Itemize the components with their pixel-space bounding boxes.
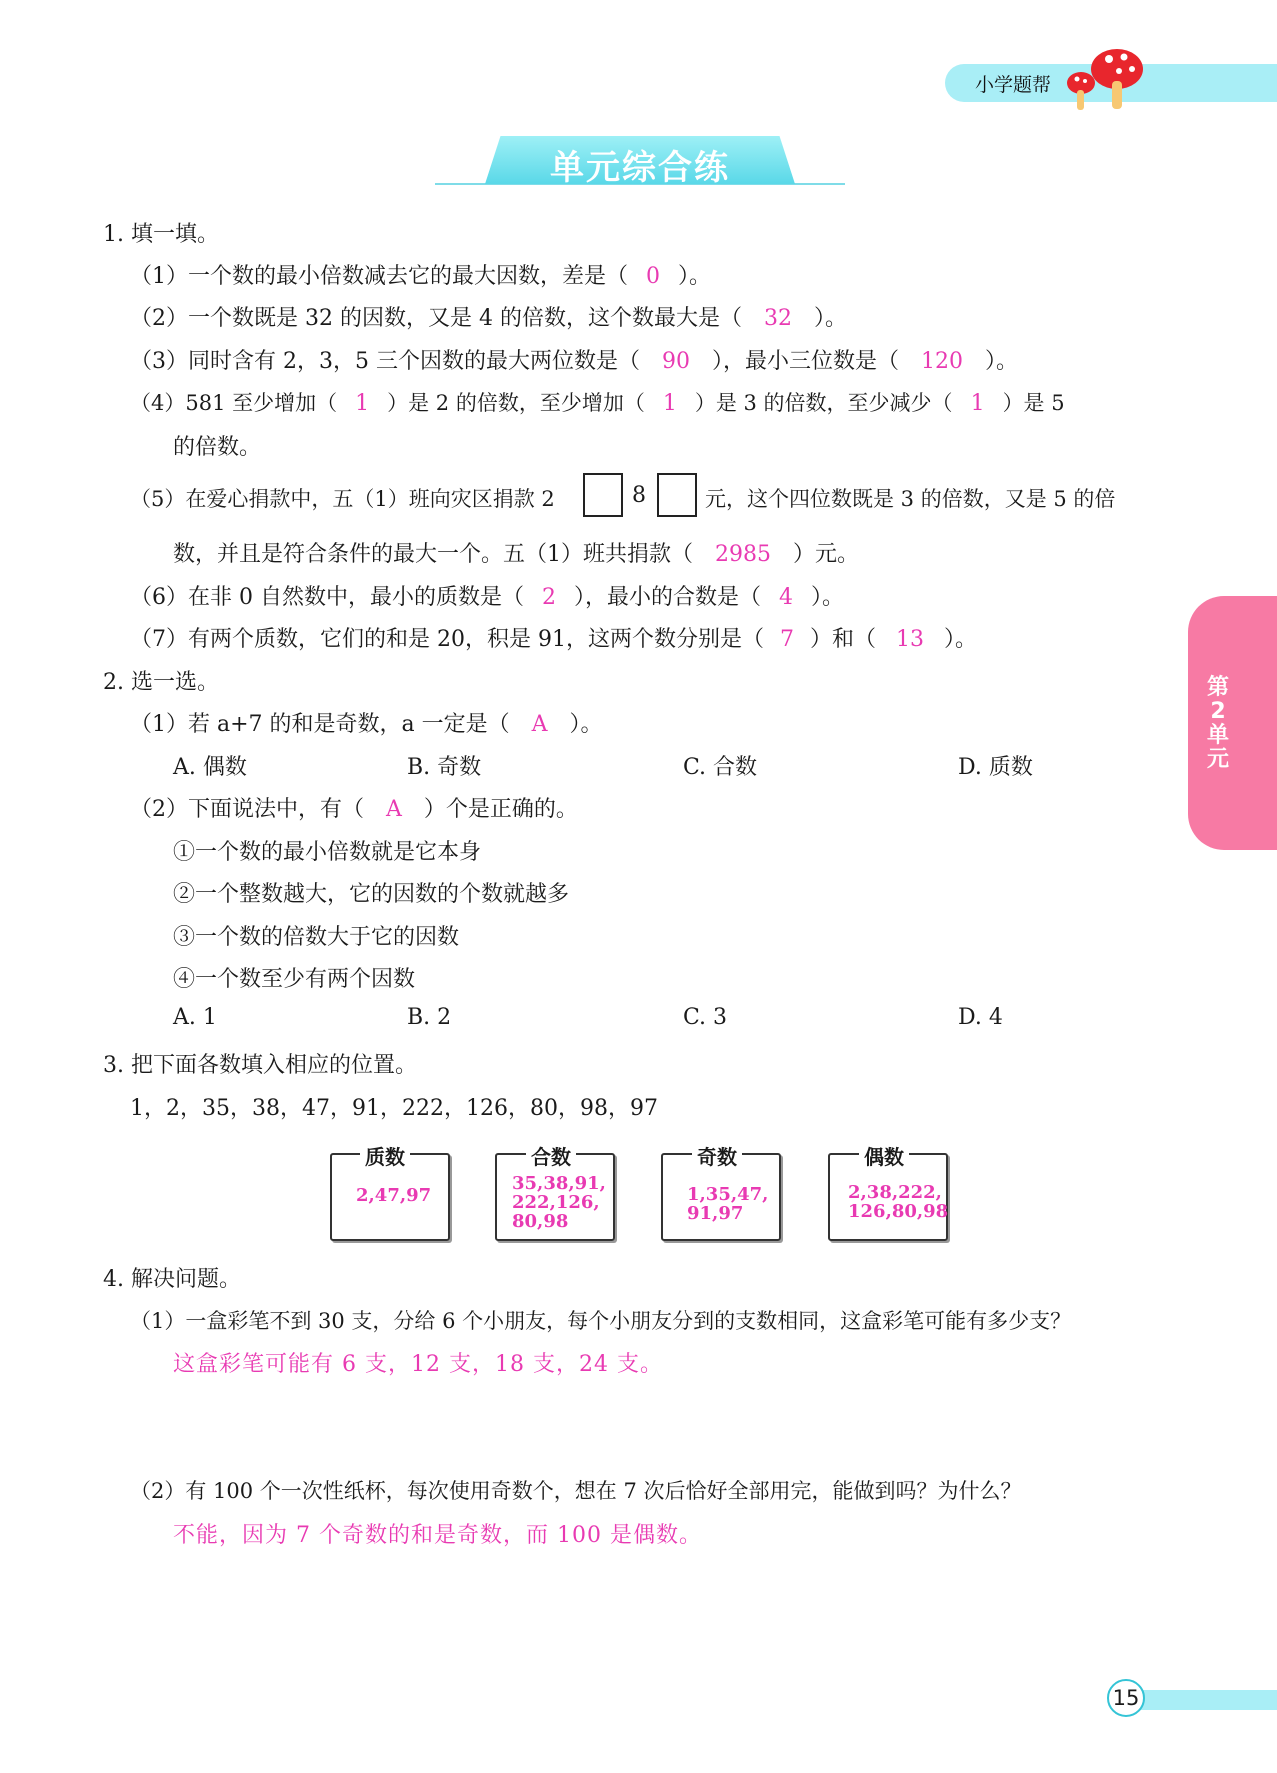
q1-item5-b: 元，这个四位数既是 3 的倍数，又是 5 的倍 [705, 487, 1116, 511]
q1-item6: （6）在非 0 自然数中，最小的质数是（ 2 ），最小的合数是（ 4 ）。 [130, 585, 845, 610]
q1-item2: （2）一个数既是 32 的因数，又是 4 的倍数，这个数最大是（ 32 ）。 [130, 306, 847, 331]
mushroom-icon [1062, 45, 1152, 115]
blank-square [583, 473, 623, 517]
q4-item2-question: （2）有 100 个一次性纸杯，每次使用奇数个，想在 7 次后恰好全部用完，能做到吗？为什么？ [130, 1479, 1022, 1503]
q2-statement: ③一个数的倍数大于它的因数 [173, 925, 460, 950]
q1-item4-cont: 的倍数。 [173, 435, 262, 460]
q2-item2-option-b: B. 2 [407, 1005, 452, 1030]
blank-square [657, 473, 697, 517]
even-box-label: 偶数 [859, 1141, 909, 1170]
unit-side-label: 第 2 单元 [1206, 675, 1229, 772]
prime-box-value: 2,47,97 [356, 1185, 432, 1206]
prime-box-label: 质数 [360, 1141, 410, 1170]
q1-item3: （3）同时含有 2，3，5 三个因数的最大两位数是（ 90 ），最小三位数是（ 120 ）。 [130, 349, 1019, 374]
q1-item7: （7）有两个质数，它们的和是 20，积是 91，这两个数分别是（ 7 ）和（ 13 ）。 [130, 627, 978, 652]
q2-statement: ②一个整数越大，它的因数的个数就越多 [173, 882, 570, 907]
q2-item2-option-d: D. 4 [958, 1005, 1003, 1030]
q2-item1-option-b: B. 奇数 [407, 755, 482, 780]
q2-item1: （1）若 a+7 的和是奇数，a 一定是（ A ）。 [130, 712, 603, 737]
q1-item5-cont: 数，并且是符合条件的最大一个。五（1）班共捐款（ 2985 ）元。 [173, 542, 860, 567]
q2-statement: ④一个数至少有两个因数 [173, 967, 416, 992]
q1-item5-mid: 8 [632, 483, 646, 508]
q4-item1-question: （1）一盒彩笔不到 30 支，分给 6 个小朋友，每个小朋友分到的支数相同，这盒彩笔可能有多少支？ [130, 1309, 1072, 1333]
q3-title: 3. 把下面各数填入相应的位置。 [103, 1053, 417, 1078]
q1-title: 1. 填一填。 [103, 222, 219, 247]
q2-item2-option-a: A. 1 [173, 1005, 217, 1030]
q4-title: 4. 解决问题。 [103, 1267, 241, 1292]
page-number: 15 [1107, 1679, 1145, 1717]
q2-item1-option-d: D. 质数 [958, 755, 1033, 780]
q2-title: 2. 选一选。 [103, 670, 219, 695]
brand-label: 小学题帮 [975, 74, 1052, 96]
q2-item2-option-c: C. 3 [683, 1005, 728, 1030]
q2-item1-option-c: C. 合数 [683, 755, 758, 780]
q1-item1: （1）一个数的最小倍数减去它的最大因数，差是（ 0 ）。 [130, 264, 712, 289]
q2-statement: ①一个数的最小倍数就是它本身 [173, 840, 482, 865]
composite-box-label: 合数 [526, 1141, 576, 1170]
q1-item5: （5）在爱心捐款中，五（1）班向灾区捐款 2 [130, 487, 555, 511]
composite-box-value: 35,38,91, 222,126, 80,98 [512, 1173, 606, 1232]
page-title: 单元综合练 [550, 148, 730, 188]
q2-item1-option-a: A. 偶数 [173, 755, 247, 780]
q4-item1-answer: 这盒彩笔可能有 6 支，12 支，18 支，24 支。 [173, 1352, 663, 1377]
q1-item4: （4）581 至少增加（ 1 ）是 2 的倍数，至少增加（ 1 ）是 3 的倍数，至少减少（ 1 ）是 5 [130, 391, 1065, 416]
q2-item2: （2）下面说法中，有（ A ）个是正确的。 [130, 797, 578, 822]
q3-numbers: 1，2，35，38，47，91，222，126，80，98，97 [130, 1096, 658, 1121]
even-box-value: 2,38,222, 126,80,98 [848, 1182, 949, 1222]
odd-box-label: 奇数 [692, 1141, 742, 1170]
odd-box-value: 1,35,47, 91,97 [687, 1184, 769, 1224]
q4-item2-answer: 不能，因为 7 个奇数的和是奇数，而 100 是偶数。 [173, 1523, 702, 1548]
